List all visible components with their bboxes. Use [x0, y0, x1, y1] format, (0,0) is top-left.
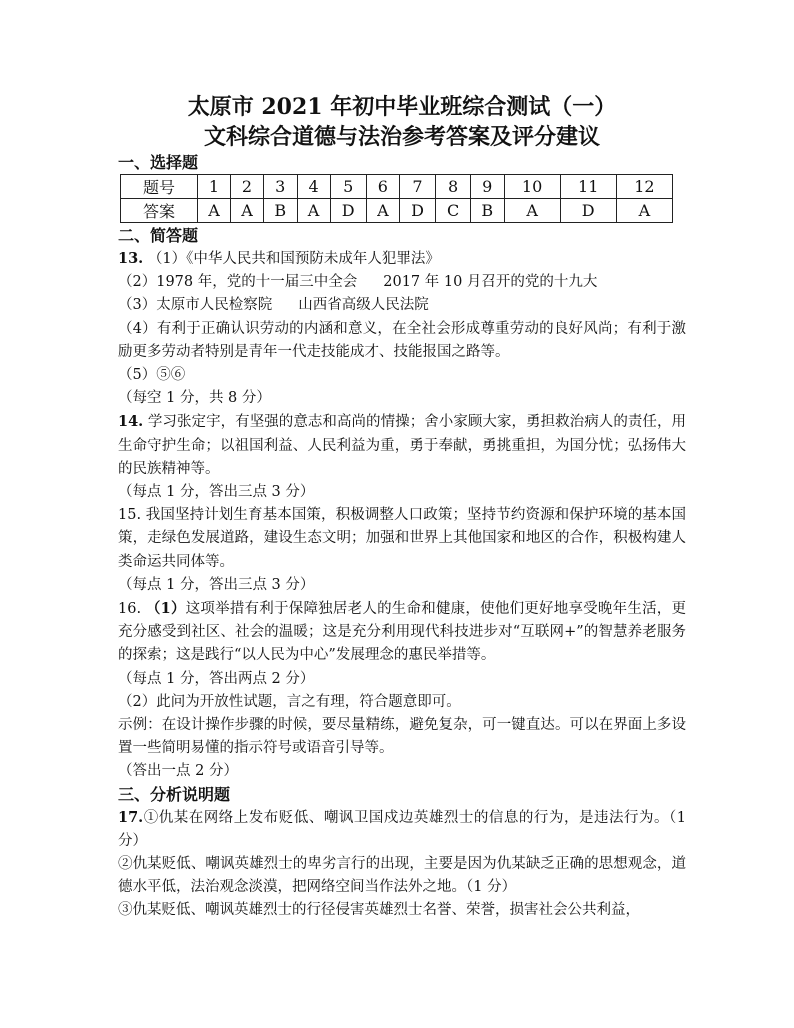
- q16-example: 示例：在设计操作步骤的时候，要尽量精练，避免复杂，可一键直达。可以在界面上多设置一些简明易懂的指示符号或语音引导等。: [118, 717, 686, 757]
- answer-cell: A: [616, 199, 672, 223]
- section-1-heading: 一、选择题: [118, 153, 199, 172]
- answer-table-answer-row: [121, 199, 673, 223]
- q14-answer: [118, 410, 686, 481]
- q13-part-5: （5）⑤⑥: [118, 367, 186, 384]
- q16-score-2: （答出一点 2 分）: [118, 763, 238, 780]
- answer-cell: C: [436, 199, 471, 223]
- answer-cell: B: [471, 199, 505, 223]
- q13-part-3a: （3）太原市人民检察院: [118, 297, 273, 314]
- q14-score: （每点 1 分，答出三点 3 分）: [118, 484, 315, 501]
- answer-table-number-row: [121, 175, 673, 199]
- section-2-heading: 二、简答题: [118, 226, 199, 245]
- row-label-number: 题号: [121, 175, 198, 199]
- answer-cell: A: [297, 199, 330, 223]
- q13-part-3b: 山西省高级人民法院: [298, 297, 429, 314]
- q15-answer: [118, 504, 686, 574]
- q16-part-1: [118, 597, 686, 668]
- q13-part-2a: （2）1978 年，党的十一届三中全会: [118, 274, 358, 291]
- question-number: 1: [198, 175, 231, 199]
- answer-cell: A: [366, 199, 399, 223]
- q16-score-1: （每点 1 分，答出两点 2 分）: [118, 670, 315, 687]
- answer-cell: B: [264, 199, 298, 223]
- q17-point-1-text: ①仇某在网络上发布贬低、嘲讽卫国戍边英雄烈士的信息的行为，是违法行为。（1 分）: [118, 809, 686, 849]
- title-line-1: 太原市 2021 年初中毕业班综合测试（一）: [187, 94, 617, 120]
- answer-cell: A: [231, 199, 264, 223]
- answer-table: [120, 174, 673, 223]
- q17-point-2: ②仇某贬低、嘲讽英雄烈士的卑劣言行的出现，主要是因为仇某缺乏正确的思想观念，道德水平低，法治观念淡漠，把网络空间当作法外之地。（1 分）: [118, 856, 686, 896]
- q14-text: 学习张定宇，有坚强的意志和高尚的情操；舍小家顾大家，勇担救治病人的责任，用生命守护生命；以祖国利益、人民利益为重，勇于奉献，勇挑重担，为国分忧；弘扬伟大的民族精神等。: [118, 414, 686, 477]
- q13-line-3: [118, 294, 686, 317]
- q13-line-2: [118, 271, 686, 294]
- title-line-2: 文科综合道德与法治参考答案及评分建议: [203, 124, 600, 150]
- q15-score: （每点 1 分，答出三点 3 分）: [118, 576, 315, 593]
- q16-part-1-text: 这项举措有利于保障独居老人的生命和健康，使他们更好地享受晚年生活，更充分感受到社区、社会的温暖；这是充分利用现代科技进步对“互联网+”的智慧养老服务的探索；这是践行“以人民为中心”发展理念的惠民举措等。: [118, 601, 687, 664]
- answer-cell: A: [198, 199, 231, 223]
- question-number: 3: [264, 175, 298, 199]
- q15-number: 15.: [118, 507, 142, 524]
- q15-text: 我国坚持计划生育基本国策，积极调整人口政策；坚持节约资源和保护环境的基本国策，走绿色发展道路，建设生态文明；加强和世界上其他国家和地区的合作，积极构建人类命运共同体等。: [118, 507, 687, 570]
- section-3-heading: 三、分析说明题: [118, 784, 231, 804]
- question-number: 5: [330, 175, 366, 199]
- q13-part-1: （1）《中华人民共和国预防未成年人犯罪法》: [147, 251, 440, 267]
- question-number: 11: [560, 175, 616, 199]
- question-number: 9: [471, 175, 505, 199]
- q17-point-1: [118, 806, 686, 853]
- question-number: 10: [504, 175, 560, 199]
- question-number: 6: [366, 175, 399, 199]
- q13-line-1: [118, 247, 686, 271]
- answer-cell: A: [504, 199, 560, 223]
- q13-part-4: （4）有利于正确认识劳动的内涵和意义，在全社会形成尊重劳动的良好风尚；有利于激励更多劳动者特别是青年一代走技能成才、技能报国之路等。: [118, 320, 686, 360]
- q14-number: 14.: [118, 413, 144, 431]
- question-number: 12: [616, 175, 672, 199]
- q16-number: 16.: [118, 601, 142, 618]
- q13-score: （每空 1 分，共 8 分）: [118, 390, 271, 407]
- answer-cell: D: [399, 199, 435, 223]
- row-label-answer: 答案: [121, 199, 198, 223]
- q16-part-2: （2）此问为开放性试题，言之有理，符合题意即可。: [118, 693, 461, 710]
- question-number: 2: [231, 175, 264, 199]
- q17-point-3: ③仇某贬低、嘲讽英雄烈士的行径侵害英雄烈士名誉、荣誉，损害社会公共利益，: [118, 902, 640, 919]
- q17-number: 17.: [118, 808, 144, 826]
- q13-part-2b: 2017 年 10 月召开的党的十九大: [383, 274, 598, 291]
- question-number: 4: [297, 175, 330, 199]
- answer-cell: D: [330, 199, 366, 223]
- answer-cell: D: [560, 199, 616, 223]
- q13-number: 13.: [118, 250, 144, 267]
- question-number: 7: [399, 175, 435, 199]
- q16-part-1-label: （1）: [145, 600, 186, 618]
- question-number: 8: [436, 175, 471, 199]
